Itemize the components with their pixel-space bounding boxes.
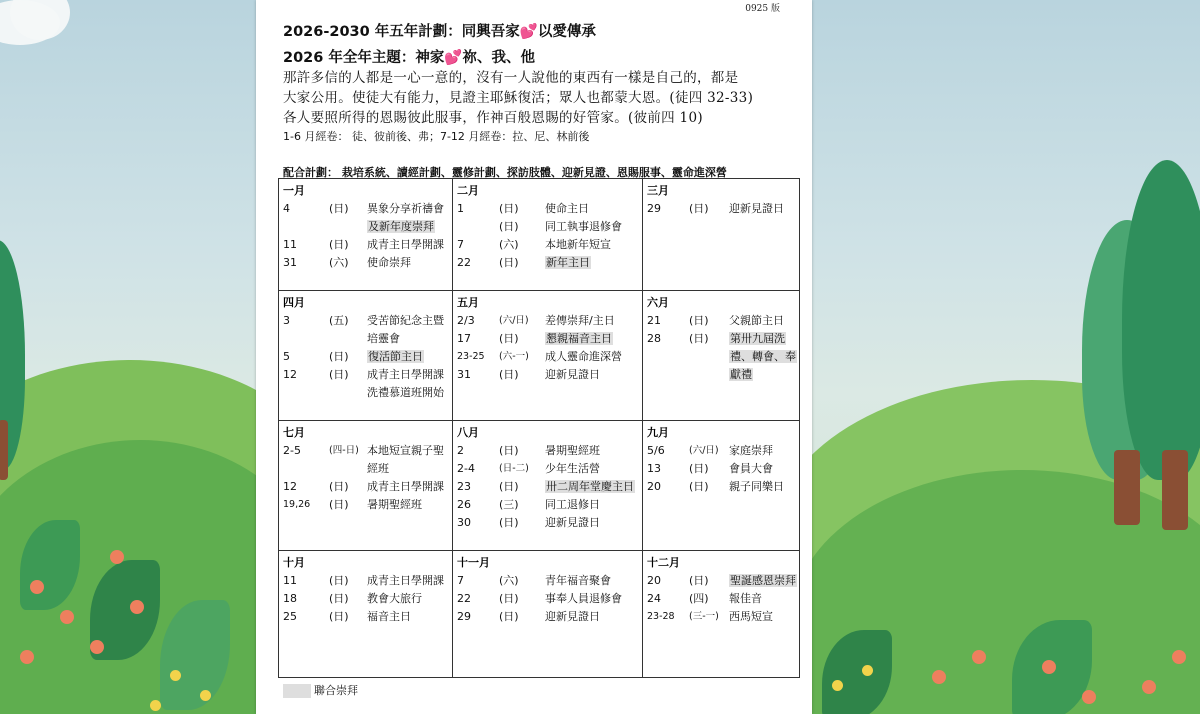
event-weekday: (六/日) xyxy=(499,315,529,326)
month-name: 七月 xyxy=(283,426,305,439)
event-date: 19,26 xyxy=(283,499,311,510)
event-date: 17 xyxy=(457,332,471,345)
joint-worship-highlight: 卅二周年堂慶主日 xyxy=(546,480,634,493)
joint-worship-highlight: 聖誕感恩崇拜 xyxy=(730,574,796,587)
scripture-verse xyxy=(283,68,803,128)
calendar-document xyxy=(256,0,812,714)
event-text: 親子同樂日 xyxy=(729,480,784,493)
event-date: 29 xyxy=(457,610,471,623)
event-text: 本地新年短宣 xyxy=(545,238,611,251)
event-weekday: (日) xyxy=(499,480,519,493)
event-row xyxy=(283,200,452,218)
event-date: 20 xyxy=(647,574,661,587)
event-text: 事奉人員退修會 xyxy=(545,592,622,605)
verse-line: 大家公用。使徒大有能力，見證主耶穌復活；眾人也都蒙大恩。(徒四 32-33) xyxy=(283,90,754,106)
event-weekday: (日-二) xyxy=(499,463,529,474)
event-name xyxy=(545,460,600,478)
event-row xyxy=(457,236,642,254)
joint-worship-highlight: 懇親福音主日 xyxy=(546,332,612,345)
month-name: 十月 xyxy=(283,556,305,569)
event-row xyxy=(457,218,642,236)
event-name xyxy=(367,496,422,514)
joint-worship-highlight: 禮、轉會、奉 xyxy=(730,350,796,363)
event-weekday: (日) xyxy=(329,350,349,363)
event-date: 22 xyxy=(457,592,471,605)
event-date: 12 xyxy=(283,480,297,493)
event-name xyxy=(367,384,444,402)
event-weekday: (六/日) xyxy=(689,445,719,456)
event-name xyxy=(367,254,411,272)
event-row-continuation xyxy=(647,348,799,366)
event-row xyxy=(283,236,452,254)
month-name: 一月 xyxy=(283,184,305,197)
event-text: 少年生活營 xyxy=(545,462,600,475)
month-name: 四月 xyxy=(283,296,305,309)
event-row xyxy=(457,200,642,218)
event-row xyxy=(647,572,799,590)
event-row xyxy=(457,442,642,460)
legend-swatch xyxy=(283,684,311,698)
event-date: 25 xyxy=(283,610,297,623)
event-date: 4 xyxy=(283,202,290,215)
event-name xyxy=(545,200,589,218)
legend-label: 聯合崇拜 xyxy=(314,684,358,697)
event-row xyxy=(647,330,799,348)
event-text: 成青主日學開課 xyxy=(367,480,444,493)
event-date: 23-28 xyxy=(647,611,675,622)
event-weekday: (日) xyxy=(329,574,349,587)
event-weekday: (日) xyxy=(689,314,709,327)
event-row xyxy=(647,442,799,460)
event-weekday: (日) xyxy=(329,480,349,493)
event-weekday: (四-日) xyxy=(329,445,359,456)
event-name xyxy=(545,496,600,514)
event-name xyxy=(545,590,622,608)
event-name xyxy=(545,348,622,366)
event-name xyxy=(545,254,591,272)
event-weekday: (六) xyxy=(329,256,349,269)
month-cell xyxy=(643,551,799,677)
event-row xyxy=(283,608,452,626)
event-name xyxy=(545,514,600,532)
event-text: 報佳音 xyxy=(729,592,762,605)
event-name xyxy=(367,218,435,236)
event-row xyxy=(283,572,452,590)
event-weekday: (日) xyxy=(329,238,349,251)
event-date: 24 xyxy=(647,592,661,605)
verse-line: 那許多信的人都是一心一意的，沒有一人說他的東西有一樣是自己的，都是 xyxy=(283,70,739,86)
event-row xyxy=(283,496,452,514)
reading-books: 1-6 月經卷： 徒、彼前後、弗；7-12 月經卷：拉、尼、林前後 xyxy=(283,130,590,143)
event-weekday: (日) xyxy=(499,610,519,623)
event-row xyxy=(457,366,642,384)
event-row xyxy=(457,496,642,514)
event-name xyxy=(367,590,422,608)
event-weekday: (三-一) xyxy=(689,611,719,622)
event-date: 13 xyxy=(647,462,661,475)
event-weekday: (六) xyxy=(499,238,519,251)
event-text: 成青主日學開課 xyxy=(367,368,444,381)
event-text: 西馬短宣 xyxy=(729,610,773,623)
event-date: 12 xyxy=(283,368,297,381)
event-text: 本地短宣親子聖 xyxy=(367,444,444,457)
event-row xyxy=(283,254,452,272)
event-weekday: (日) xyxy=(689,480,709,493)
event-text: 同工執事退修會 xyxy=(545,220,622,233)
event-name xyxy=(729,572,797,590)
event-row xyxy=(647,590,799,608)
event-name xyxy=(367,366,444,384)
event-text: 迎新見證日 xyxy=(545,368,600,381)
event-text: 同工退修日 xyxy=(545,498,600,511)
event-text: 迎新見證日 xyxy=(545,516,600,529)
month-name: 二月 xyxy=(457,184,479,197)
event-weekday: (日) xyxy=(329,498,349,511)
event-row-continuation xyxy=(283,330,452,348)
event-weekday: (四) xyxy=(689,592,709,605)
event-row xyxy=(457,254,642,272)
event-text: 父親節主日 xyxy=(729,314,784,327)
event-weekday: (日) xyxy=(689,574,709,587)
event-text: 家庭崇拜 xyxy=(729,444,773,457)
event-date: 22 xyxy=(457,256,471,269)
event-name xyxy=(545,608,600,626)
event-weekday: (日) xyxy=(689,202,709,215)
event-name xyxy=(729,478,784,496)
event-weekday: (五) xyxy=(329,314,349,327)
event-date: 2-5 xyxy=(283,444,301,457)
month-cell xyxy=(643,179,799,291)
event-text: 暑期聖經班 xyxy=(367,498,422,511)
event-weekday: (日) xyxy=(499,220,519,233)
event-text: 青年福音聚會 xyxy=(545,574,611,587)
event-date: 29 xyxy=(647,202,661,215)
supporting-plans: 配合計劃： 栽培系統、讀經計劃、靈修計劃、探訪肢體、迎新見證、恩賜服事、靈命進深營 xyxy=(283,166,727,179)
event-weekday: (日) xyxy=(329,610,349,623)
event-row xyxy=(283,442,452,460)
legend xyxy=(283,682,358,698)
event-text: 洗禮慕道班開始 xyxy=(367,386,444,399)
event-weekday: (日) xyxy=(689,462,709,475)
event-weekday: (日) xyxy=(329,202,349,215)
month-cell xyxy=(453,291,643,421)
event-row xyxy=(457,572,642,590)
event-name xyxy=(367,312,444,330)
event-date: 1 xyxy=(457,202,464,215)
month-cell xyxy=(279,421,453,551)
event-name xyxy=(729,200,784,218)
event-text: 異象分享祈禱會 xyxy=(367,202,444,215)
event-name xyxy=(545,312,615,330)
event-name xyxy=(545,236,611,254)
event-weekday: (日) xyxy=(499,202,519,215)
event-row-continuation xyxy=(647,366,799,384)
joint-worship-highlight: 及新年度崇拜 xyxy=(368,220,434,233)
event-text: 教會大旅行 xyxy=(367,592,422,605)
event-name xyxy=(367,608,411,626)
joint-worship-highlight: 獻禮 xyxy=(730,368,752,381)
annual-theme-title: 2026 年全年主題：神家💕祢、我、他 xyxy=(283,50,535,66)
event-text: 迎新見證日 xyxy=(729,202,784,215)
event-row-continuation xyxy=(283,218,452,236)
event-row xyxy=(457,312,642,330)
event-name xyxy=(367,478,444,496)
joint-worship-highlight: 復活節主日 xyxy=(368,350,423,363)
joint-worship-highlight: 新年主日 xyxy=(546,256,590,269)
event-name xyxy=(367,236,444,254)
event-row xyxy=(457,460,642,478)
event-date: 31 xyxy=(457,368,471,381)
event-name xyxy=(729,460,773,478)
event-name xyxy=(729,312,784,330)
month-cell xyxy=(643,421,799,551)
month-name: 六月 xyxy=(647,296,669,309)
month-cell xyxy=(279,179,453,291)
event-date: 2/3 xyxy=(457,314,475,327)
event-date: 5 xyxy=(283,350,290,363)
month-cell xyxy=(453,421,643,551)
event-weekday: (日) xyxy=(499,368,519,381)
event-row xyxy=(647,460,799,478)
month-cell xyxy=(279,291,453,421)
event-weekday: (日) xyxy=(499,592,519,605)
event-row xyxy=(647,608,799,626)
event-name xyxy=(367,330,400,348)
event-date: 26 xyxy=(457,498,471,511)
event-row xyxy=(457,590,642,608)
five-year-plan-title: 2026-2030 年五年計劃：同興吾家💕以愛傳承 xyxy=(283,24,596,40)
event-weekday: (日) xyxy=(689,332,709,345)
event-weekday: (日) xyxy=(499,516,519,529)
event-row xyxy=(457,330,642,348)
event-date: 18 xyxy=(283,592,297,605)
event-weekday: (日) xyxy=(329,368,349,381)
event-date: 30 xyxy=(457,516,471,529)
month-name: 九月 xyxy=(647,426,669,439)
calendar-grid xyxy=(278,178,800,678)
event-weekday: (日) xyxy=(499,332,519,345)
event-text: 使命崇拜 xyxy=(367,256,411,269)
event-date: 21 xyxy=(647,314,661,327)
event-text: 受苦節紀念主暨 xyxy=(367,314,444,327)
event-row xyxy=(457,514,642,532)
event-date: 2 xyxy=(457,444,464,457)
event-row xyxy=(283,312,452,330)
event-row-continuation xyxy=(283,460,452,478)
event-row xyxy=(647,478,799,496)
event-date: 5/6 xyxy=(647,444,665,457)
event-row xyxy=(457,608,642,626)
event-name xyxy=(729,442,773,460)
event-date: 2-4 xyxy=(457,462,475,475)
month-cell xyxy=(643,291,799,421)
event-name xyxy=(545,218,622,236)
background-scenery-right xyxy=(812,0,1200,714)
month-cell xyxy=(453,551,643,677)
event-name xyxy=(545,330,613,348)
event-date: 7 xyxy=(457,574,464,587)
event-row xyxy=(457,348,642,366)
event-name xyxy=(729,348,797,366)
event-name xyxy=(729,366,753,384)
month-name: 十二月 xyxy=(647,556,680,569)
verse-line: 各人要照所得的恩賜彼此服事，作神百般恩賜的好管家。(彼前四 10) xyxy=(283,110,703,126)
event-date: 11 xyxy=(283,238,297,251)
background-scenery-left xyxy=(0,0,256,714)
event-weekday: (日) xyxy=(329,592,349,605)
event-date: 11 xyxy=(283,574,297,587)
event-date: 3 xyxy=(283,314,290,327)
event-text: 培靈會 xyxy=(367,332,400,345)
event-date: 28 xyxy=(647,332,661,345)
event-date: 7 xyxy=(457,238,464,251)
event-name xyxy=(729,330,786,348)
event-name xyxy=(545,478,635,496)
event-text: 使命主日 xyxy=(545,202,589,215)
event-name xyxy=(545,572,611,590)
month-cell xyxy=(453,179,643,291)
event-date: 31 xyxy=(283,256,297,269)
event-weekday: (六) xyxy=(499,574,519,587)
event-row xyxy=(647,200,799,218)
event-row xyxy=(457,478,642,496)
event-text: 會員大會 xyxy=(729,462,773,475)
joint-worship-highlight: 第卅九屆洗 xyxy=(730,332,785,345)
event-name xyxy=(367,442,444,460)
event-weekday: (六-一) xyxy=(499,351,529,362)
event-row xyxy=(283,366,452,384)
event-text: 福音主日 xyxy=(367,610,411,623)
month-name: 十一月 xyxy=(457,556,490,569)
event-name xyxy=(367,460,389,478)
event-weekday: (日) xyxy=(499,256,519,269)
event-weekday: (三) xyxy=(499,498,519,511)
event-row xyxy=(283,348,452,366)
event-date: 23 xyxy=(457,480,471,493)
event-name xyxy=(729,590,762,608)
event-date: 20 xyxy=(647,480,661,493)
event-text: 成青主日學開課 xyxy=(367,238,444,251)
event-row xyxy=(647,312,799,330)
event-date: 23-25 xyxy=(457,351,485,362)
event-text: 迎新見證日 xyxy=(545,610,600,623)
month-cell xyxy=(279,551,453,677)
event-text: 成青主日學開課 xyxy=(367,574,444,587)
event-name xyxy=(729,608,773,626)
event-name xyxy=(545,366,600,384)
event-text: 成人靈命進深營 xyxy=(545,350,622,363)
month-name: 八月 xyxy=(457,426,479,439)
month-name: 五月 xyxy=(457,296,479,309)
event-text: 暑期聖經班 xyxy=(545,444,600,457)
version-label: 0925 版 xyxy=(745,4,780,14)
event-name xyxy=(367,572,444,590)
event-name xyxy=(367,200,444,218)
event-text: 差傳崇拜/主日 xyxy=(545,314,615,327)
event-weekday: (日) xyxy=(499,444,519,457)
month-name: 三月 xyxy=(647,184,669,197)
event-row xyxy=(283,478,452,496)
event-row xyxy=(283,590,452,608)
event-name xyxy=(367,348,424,366)
event-text: 經班 xyxy=(367,462,389,475)
event-row-continuation xyxy=(283,384,452,402)
event-name xyxy=(545,442,600,460)
